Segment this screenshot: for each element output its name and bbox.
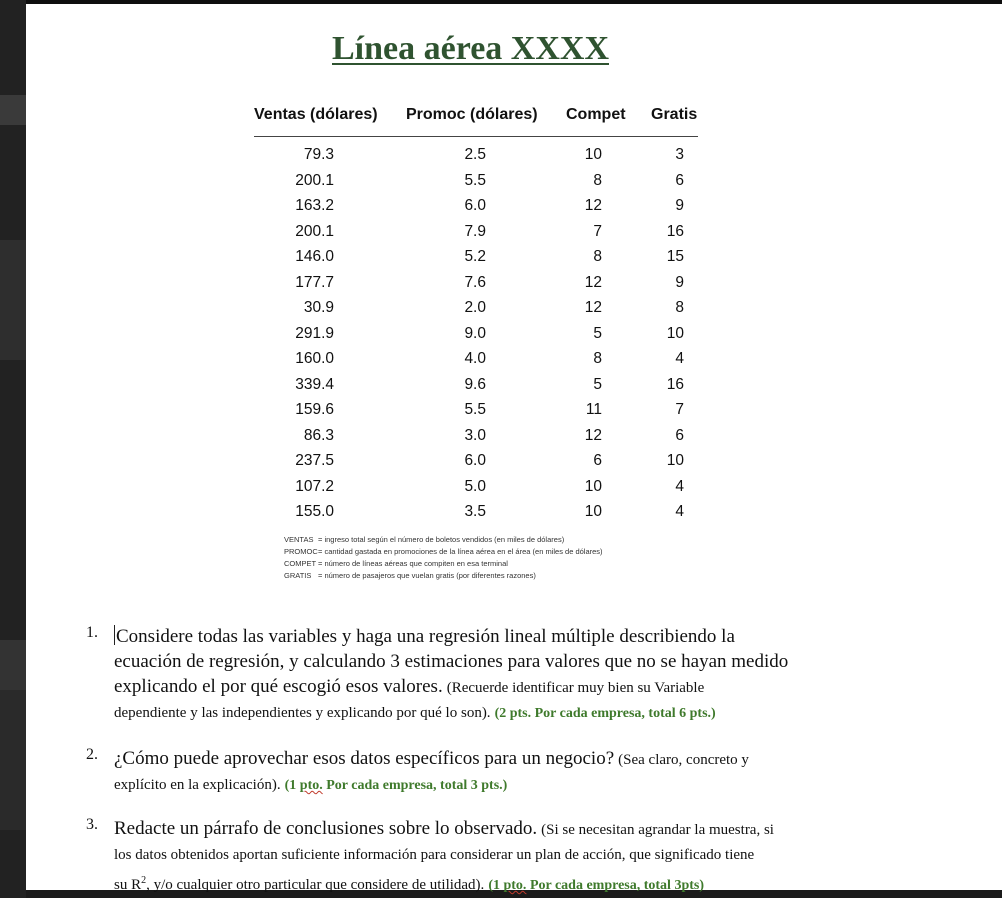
question-text: Considere todas las variables y haga una regresión lineal múltiple describiendo la	[116, 626, 735, 647]
cell-gratis: 10	[666, 324, 684, 342]
cell-compet: 12	[584, 197, 602, 214]
column-header-compet: Compet	[566, 106, 626, 123]
question-number: 2.	[86, 746, 98, 763]
table-row	[26, 248, 1002, 273]
cell-promoc: 3.0	[464, 426, 486, 444]
question-text: Redacte un párrafo de conclusiones sobre lo observado.	[114, 818, 538, 839]
cell-promoc: 5.5	[464, 171, 486, 189]
question-note: explícito en la explicación).	[114, 777, 281, 793]
table-row	[26, 401, 1002, 426]
cell-ventas: 291.9	[295, 324, 334, 342]
cell-promoc: 6.0	[464, 452, 486, 469]
column-header-ventas: Ventas (dólares)	[254, 106, 378, 123]
cell-promoc: 5.2	[464, 248, 486, 265]
table-row	[26, 197, 1002, 222]
cell-ventas: 200.1	[295, 222, 334, 240]
table-row	[26, 503, 1002, 528]
question-line	[114, 674, 788, 701]
note-line	[284, 546, 603, 558]
document-page	[26, 4, 1002, 893]
cell-gratis: 6	[675, 171, 684, 189]
cell-gratis: 8	[675, 299, 684, 316]
question-note: (Si se necesitan agrandar la muestra, si	[541, 822, 774, 838]
text-cursor	[114, 625, 115, 645]
background-left-block	[0, 690, 26, 830]
points-label: (2 pts. Por cada empresa, total 6 pts.)	[494, 706, 716, 721]
question-line	[114, 624, 788, 649]
cell-gratis: 15	[666, 248, 684, 265]
background-left-block	[0, 640, 26, 690]
cell-compet: 6	[593, 452, 602, 469]
cell-promoc: 9.0	[464, 324, 486, 342]
background-left-block	[0, 95, 26, 125]
cell-promoc: 3.5	[464, 503, 486, 520]
question-note: (Recuerde identificar muy bien su Variable	[446, 680, 705, 696]
cell-promoc: 5.0	[464, 477, 486, 495]
cell-gratis: 16	[666, 222, 684, 240]
question-body	[114, 746, 749, 798]
cell-compet: 8	[593, 350, 602, 367]
question-note: (Sea claro, concreto y	[618, 752, 749, 768]
cell-ventas: 163.2	[295, 197, 334, 214]
cell-promoc: 4.0	[464, 350, 486, 367]
cell-ventas: 30.9	[303, 299, 334, 316]
points-text: (1	[284, 778, 300, 793]
note-text: = cantidad gastada en promociones de la línea aérea en el área (en miles de dólares)	[318, 547, 603, 556]
cell-compet: 11	[585, 401, 602, 418]
cell-compet: 10	[584, 146, 602, 163]
column-header-gratis: Gratis	[651, 106, 698, 123]
table-row	[26, 325, 1002, 350]
question-line	[114, 816, 774, 843]
points-label	[488, 878, 704, 893]
points-text: Por cada empresa, total 3pts)	[526, 878, 705, 893]
spellcheck-word: pto.	[299, 778, 323, 793]
note-line	[284, 558, 603, 570]
cell-ventas: 237.5	[295, 452, 334, 469]
table-row	[26, 478, 1002, 503]
cell-gratis: 7	[675, 401, 684, 418]
table-header-rule	[254, 136, 698, 137]
cell-promoc: 7.6	[464, 273, 486, 291]
cell-compet: 7	[593, 222, 602, 240]
note-line	[284, 534, 603, 546]
cell-promoc: 5.5	[464, 401, 486, 418]
column-header-promoc: Promoc (dólares)	[406, 106, 538, 123]
cell-gratis: 4	[675, 503, 684, 520]
cell-compet: 10	[584, 477, 602, 495]
question-line	[114, 773, 749, 798]
points-label	[285, 778, 508, 793]
note-key: PROMOC	[284, 547, 318, 556]
question-body	[114, 624, 788, 726]
cell-ventas: 86.3	[303, 426, 334, 444]
background-left-block	[0, 240, 26, 360]
cell-promoc: 9.6	[464, 375, 486, 393]
question-line: ecuación de regresión, y calculando 3 estimaciones para valores que no se hayan medido	[114, 651, 789, 672]
table-row	[26, 427, 1002, 452]
cell-compet: 12	[584, 273, 602, 291]
note-text: = ingreso total según el número de boletos vendidos (en miles de dólares)	[318, 535, 565, 544]
cell-gratis: 4	[675, 477, 684, 495]
question-number: 1.	[86, 624, 98, 641]
table-row	[26, 172, 1002, 197]
cell-ventas: 159.6	[295, 401, 334, 418]
cell-compet: 12	[584, 299, 602, 316]
question-number: 3.	[86, 816, 98, 833]
cell-ventas: 177.7	[295, 273, 334, 291]
cell-ventas: 146.0	[295, 248, 334, 265]
question-note-text: , y/o cualquier otro particular que considere de utilidad).	[146, 877, 485, 893]
cell-promoc: 7.9	[464, 222, 486, 240]
cell-compet: 5	[593, 324, 602, 342]
cell-ventas: 155.0	[295, 503, 334, 520]
cell-gratis: 16	[666, 375, 684, 393]
cell-gratis: 9	[675, 273, 684, 291]
cell-compet: 8	[593, 248, 602, 265]
cell-ventas: 339.4	[295, 375, 334, 393]
note-text: = número de líneas aéreas que compiten en esa terminal	[318, 559, 508, 568]
question-note-text: su R	[114, 877, 142, 893]
cell-compet: 12	[584, 426, 602, 444]
superscript: 2	[141, 875, 147, 886]
question-text: explicando el por qué escogió esos valores.	[114, 676, 443, 697]
note-key: GRATIS	[284, 571, 312, 580]
variable-notes	[284, 534, 603, 582]
points-text: Por cada empresa, total 3 pts.)	[322, 778, 508, 793]
cell-compet: 10	[584, 503, 602, 520]
question-note: dependiente y las independientes y explicando por qué lo son).	[114, 705, 491, 721]
cell-compet: 5	[593, 375, 602, 393]
cell-gratis: 6	[675, 426, 684, 444]
cell-promoc: 2.0	[464, 299, 486, 316]
table-row	[26, 274, 1002, 299]
note-key: VENTAS	[284, 535, 314, 544]
cell-gratis: 3	[675, 146, 684, 163]
question-line: los datos obtenidos aportan suficiente información para considerar un plan de acción, que significado tiene	[114, 847, 755, 863]
cell-gratis: 9	[675, 197, 684, 214]
question-note	[114, 877, 484, 893]
table-row	[26, 350, 1002, 375]
table-row	[26, 376, 1002, 401]
note-line	[284, 570, 603, 582]
table-row	[26, 452, 1002, 477]
cell-ventas: 107.2	[295, 477, 334, 495]
note-key: COMPET	[284, 559, 317, 568]
question-line	[114, 746, 749, 773]
cell-gratis: 10	[666, 452, 684, 469]
question-body	[114, 816, 774, 898]
question-line	[114, 868, 774, 898]
cell-gratis: 4	[675, 350, 684, 367]
cell-ventas: 200.1	[295, 171, 334, 189]
points-text: (1	[488, 878, 504, 893]
cell-ventas: 160.0	[295, 350, 334, 367]
table-row	[26, 299, 1002, 324]
spellcheck-word: pto.	[503, 878, 527, 893]
question-line	[114, 701, 788, 726]
table-row	[26, 146, 1002, 171]
page-title: Línea aérea XXXX	[332, 30, 609, 67]
question-text: ¿Cómo puede aprovechar esos datos específicos para un negocio?	[114, 748, 615, 769]
note-text: = número de pasajeros que vuelan gratis (por diferentes razones)	[318, 571, 536, 580]
cell-ventas: 79.3	[303, 146, 334, 163]
cell-promoc: 2.5	[464, 146, 486, 163]
table-row	[26, 223, 1002, 248]
cell-promoc: 6.0	[464, 197, 486, 214]
cell-compet: 8	[593, 171, 602, 189]
